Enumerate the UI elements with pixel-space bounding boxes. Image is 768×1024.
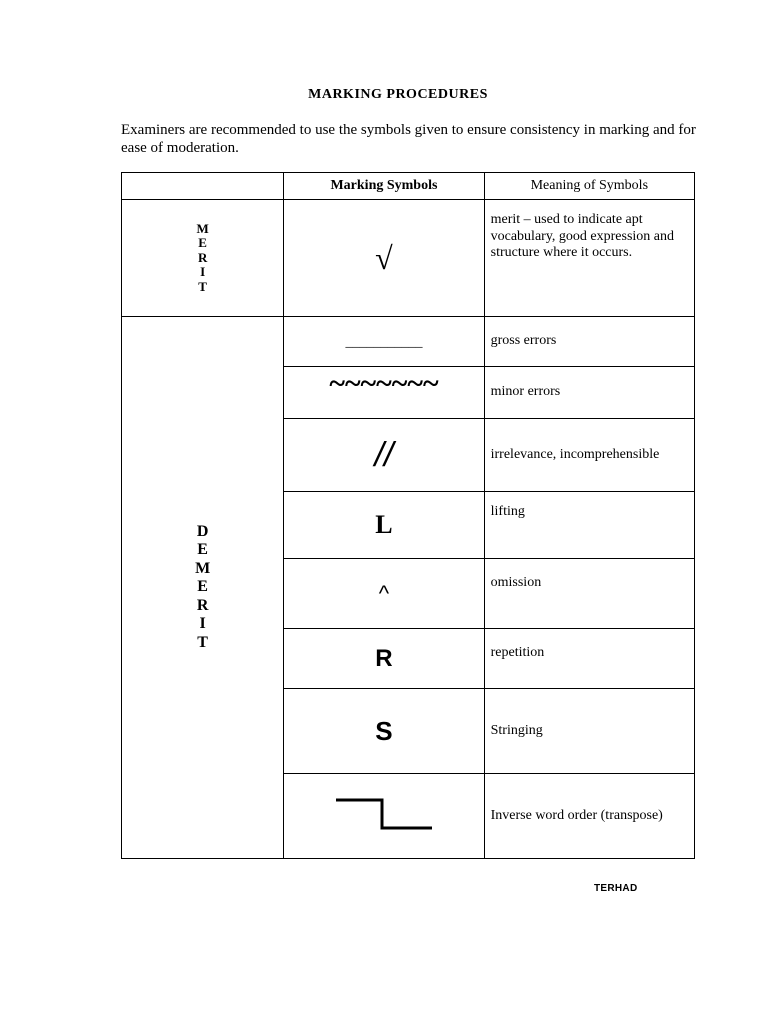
meaning-merit: merit – used to indicate apt vocabulary, good expression and structure where it occurs. <box>484 200 694 317</box>
meaning-stringing: Stringing <box>484 689 694 774</box>
marking-symbols-table <box>121 172 695 859</box>
table-header-row <box>122 173 695 200</box>
intro-paragraph: Examiners are recommended to use the symbols given to ensure consistency in marking and for ease of moderation. <box>121 122 696 156</box>
letter-r-icon: R <box>375 644 393 672</box>
caret-icon: ^ <box>378 580 390 606</box>
transpose-step-icon <box>334 797 434 831</box>
category-merit: M E R I T <box>122 200 284 317</box>
double-slash-icon: // <box>374 435 394 474</box>
symbol-stringing <box>284 689 484 774</box>
footer-classification: TERHAD <box>594 883 638 894</box>
header-category <box>122 173 284 200</box>
letter-s-icon: S <box>375 715 393 746</box>
symbol-repetition <box>284 629 484 689</box>
table-row <box>122 317 695 367</box>
table-row-merit <box>122 200 695 317</box>
category-demerit: D E M E R I T <box>122 317 284 859</box>
underline-icon: ___________ <box>345 334 423 350</box>
tick-icon: √ <box>375 239 393 276</box>
meaning-transpose: Inverse word order (transpose) <box>484 774 694 859</box>
symbol-wavy-line <box>284 367 484 419</box>
symbol-lifting <box>284 492 484 559</box>
symbol-tick <box>284 200 484 317</box>
wavy-line-icon: ~~~~~~~ <box>329 367 439 400</box>
symbol-omission <box>284 559 484 629</box>
meaning-lifting: lifting <box>484 492 694 559</box>
meaning-minor-errors: minor errors <box>484 367 694 419</box>
symbol-double-slash <box>284 419 484 492</box>
header-meaning-of-symbols: Meaning of Symbols <box>484 173 694 200</box>
letter-l-icon: L <box>375 510 393 539</box>
header-marking-symbols: Marking Symbols <box>284 173 484 200</box>
page-title: MARKING PROCEDURES <box>308 87 488 102</box>
meaning-omission: omission <box>484 559 694 629</box>
meaning-irrelevance: irrelevance, incomprehensible <box>484 419 694 492</box>
meaning-gross-errors: gross errors <box>484 317 694 367</box>
symbol-underline <box>284 317 484 367</box>
symbol-transpose <box>284 774 484 859</box>
meaning-repetition: repetition <box>484 629 694 689</box>
